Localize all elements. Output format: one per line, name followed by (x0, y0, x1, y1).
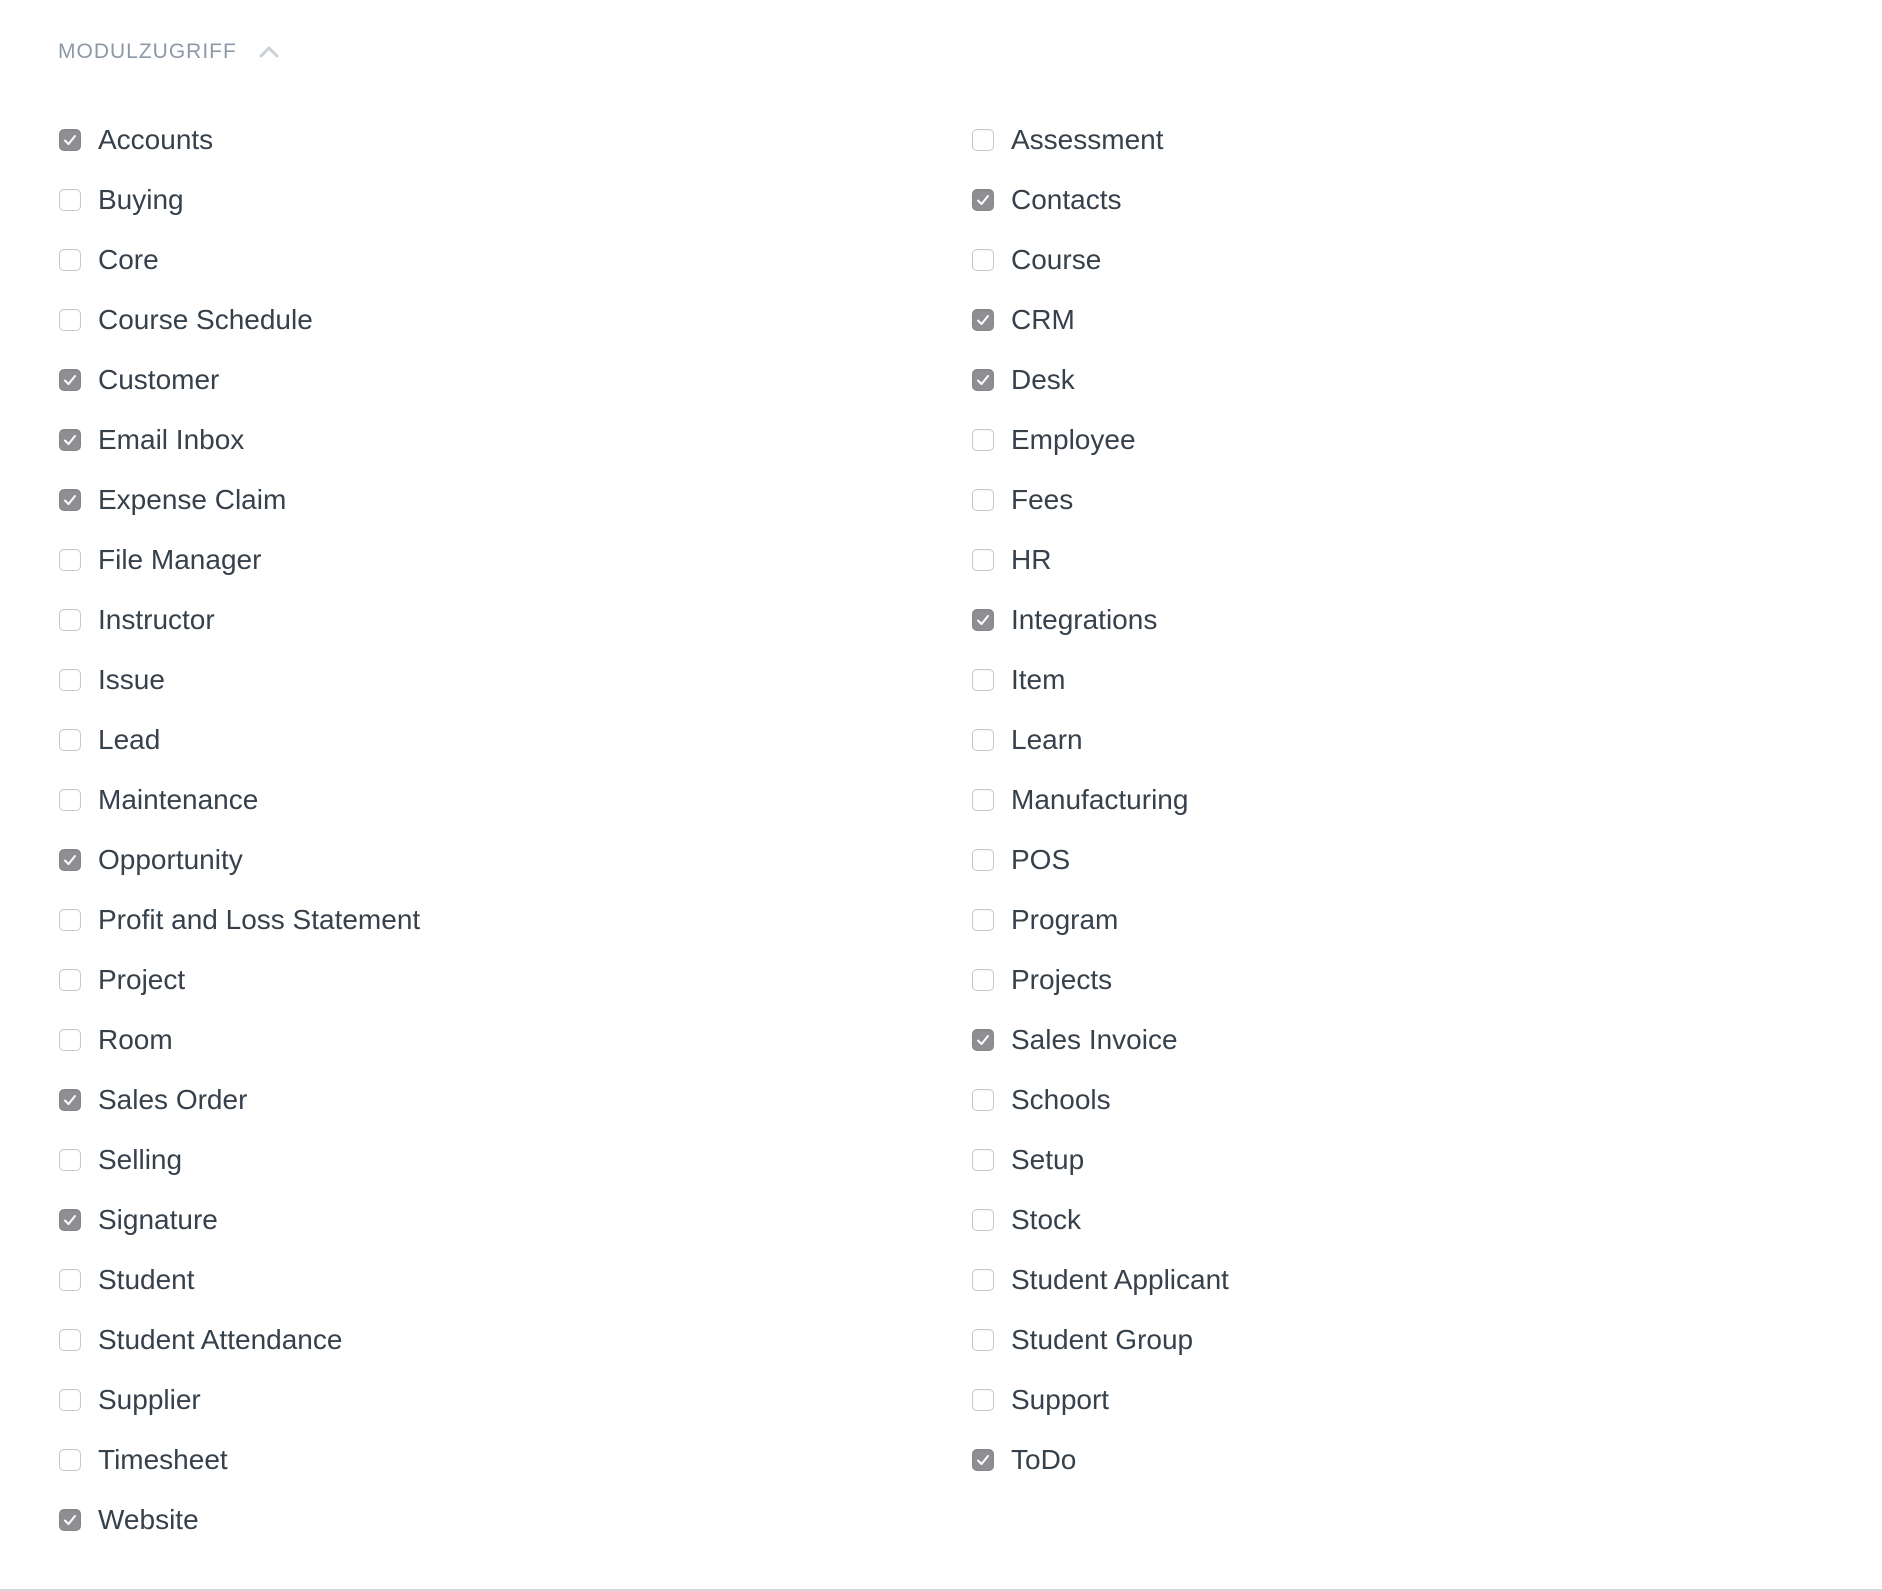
module-item-issue[interactable] (59, 650, 420, 710)
module-label: Sales Invoice (1011, 1024, 1178, 1055)
module-label: Item (1011, 664, 1066, 695)
module-label: Integrations (1011, 604, 1158, 635)
module-item-opportunity[interactable] (59, 830, 420, 890)
checkbox-student-attendance[interactable] (59, 1329, 81, 1351)
module-label: Support (1011, 1384, 1110, 1415)
module-label: Timesheet (98, 1444, 228, 1475)
checkbox-selling[interactable] (59, 1149, 81, 1171)
module-label: Email Inbox (98, 424, 245, 455)
checkbox-supplier[interactable] (59, 1389, 81, 1411)
checkbox-sales-order[interactable] (59, 1089, 81, 1111)
checkbox-project[interactable] (59, 969, 81, 991)
module-label: Expense Claim (98, 484, 287, 515)
module-item-sales-invoice[interactable] (972, 1010, 1229, 1070)
module-label: Student Applicant (1011, 1264, 1229, 1295)
module-item-project[interactable] (59, 950, 420, 1010)
checkmark-icon (63, 434, 77, 446)
module-item-contacts[interactable] (972, 170, 1229, 230)
checkbox-setup[interactable] (972, 1149, 994, 1171)
module-label: Stock (1011, 1204, 1082, 1235)
module-label: Sales Order (98, 1084, 248, 1115)
module-label: Manufacturing (1011, 784, 1189, 815)
module-label: Maintenance (98, 784, 259, 815)
module-item-student-applicant[interactable] (972, 1250, 1229, 1310)
module-label: Project (98, 964, 186, 995)
module-item-expense-claim[interactable] (59, 470, 420, 530)
module-label: POS (1011, 844, 1071, 875)
module-item-program[interactable] (972, 890, 1229, 950)
module-label: Desk (1011, 364, 1075, 395)
module-label: Signature (98, 1204, 218, 1235)
checkbox-student-applicant[interactable] (972, 1269, 994, 1291)
module-item-customer[interactable] (59, 350, 420, 410)
module-item-stock[interactable] (972, 1190, 1229, 1250)
checkmark-icon (976, 194, 990, 206)
module-item-instructor[interactable] (59, 590, 420, 650)
checkbox-program[interactable] (972, 909, 994, 931)
checkmark-icon (976, 614, 990, 626)
checkbox-room[interactable] (59, 1029, 81, 1051)
checkbox-desk[interactable] (972, 369, 994, 391)
module-item-profit-and-loss-statement[interactable] (59, 890, 420, 950)
module-label: File Manager (98, 544, 262, 575)
checkmark-icon (63, 134, 77, 146)
checkbox-contacts[interactable] (972, 189, 994, 211)
module-label: Student Group (1011, 1324, 1194, 1355)
checkbox-opportunity[interactable] (59, 849, 81, 871)
checkbox-maintenance[interactable] (59, 789, 81, 811)
module-label: Instructor (98, 604, 215, 635)
module-item-student-attendance[interactable] (59, 1310, 420, 1370)
checkbox-schools[interactable] (972, 1089, 994, 1111)
checkmark-icon (63, 854, 77, 866)
module-label: Course Schedule (98, 304, 313, 335)
module-item-supplier[interactable] (59, 1370, 420, 1430)
module-label: CRM (1011, 304, 1075, 335)
module-label: Schools (1011, 1084, 1111, 1115)
module-item-signature[interactable] (59, 1190, 420, 1250)
checkbox-assessment[interactable] (972, 129, 994, 151)
checkbox-crm[interactable] (972, 309, 994, 331)
module-label: HR (1011, 544, 1052, 575)
checkbox-student[interactable] (59, 1269, 81, 1291)
module-item-schools[interactable] (972, 1070, 1229, 1130)
section-header-toggle[interactable] (58, 38, 279, 66)
checkbox-fees[interactable] (972, 489, 994, 511)
checkbox-accounts[interactable] (59, 129, 81, 151)
checkbox-integrations[interactable] (972, 609, 994, 631)
module-item-core[interactable] (59, 230, 420, 290)
checkbox-email-inbox[interactable] (59, 429, 81, 451)
module-item-hr[interactable] (972, 530, 1229, 590)
checkmark-icon (63, 494, 77, 506)
module-label: Employee (1011, 424, 1136, 455)
checkbox-lead[interactable] (59, 729, 81, 751)
checkbox-profit-and-loss-statement[interactable] (59, 909, 81, 931)
checkbox-pos[interactable] (972, 849, 994, 871)
module-item-selling[interactable] (59, 1130, 420, 1190)
module-label: Contacts (1011, 184, 1122, 215)
module-label: Room (98, 1024, 173, 1055)
module-label: Lead (98, 724, 161, 755)
module-item-integrations[interactable] (972, 590, 1229, 650)
module-item-email-inbox[interactable] (59, 410, 420, 470)
module-label: Buying (98, 184, 184, 215)
checkbox-instructor[interactable] (59, 609, 81, 631)
module-label: Student Attendance (98, 1324, 343, 1355)
module-item-pos[interactable] (972, 830, 1229, 890)
module-item-student[interactable] (59, 1250, 420, 1310)
module-item-item[interactable] (972, 650, 1229, 710)
checkbox-projects[interactable] (972, 969, 994, 991)
checkmark-icon (63, 1514, 77, 1526)
checkmark-icon (976, 314, 990, 326)
module-label: Core (98, 244, 159, 275)
module-label: Website (98, 1504, 199, 1535)
module-item-timesheet[interactable] (59, 1430, 420, 1490)
checkbox-stock[interactable] (972, 1209, 994, 1231)
module-label: Assessment (1011, 124, 1164, 155)
module-label: Accounts (98, 124, 214, 155)
checkbox-manufacturing[interactable] (972, 789, 994, 811)
module-label: Selling (98, 1144, 183, 1175)
module-item-file-manager[interactable] (59, 530, 420, 590)
checkmark-icon (63, 1094, 77, 1106)
checkbox-expense-claim[interactable] (59, 489, 81, 511)
checkbox-customer[interactable] (59, 369, 81, 391)
module-label: Supplier (98, 1384, 201, 1415)
module-label: Fees (1011, 484, 1074, 515)
checkbox-student-group[interactable] (972, 1329, 994, 1351)
module-item-course[interactable] (972, 230, 1229, 290)
checkmark-icon (63, 1214, 77, 1226)
checkmark-icon (976, 1034, 990, 1046)
module-label: Opportunity (98, 844, 243, 875)
module-label: ToDo (1011, 1444, 1077, 1475)
checkmark-icon (63, 374, 77, 386)
checkbox-item[interactable] (972, 669, 994, 691)
module-column-right (972, 110, 1229, 1490)
module-label: Program (1011, 904, 1119, 935)
module-item-manufacturing[interactable] (972, 770, 1229, 830)
module-item-setup[interactable] (972, 1130, 1229, 1190)
module-item-sales-order[interactable] (59, 1070, 420, 1130)
module-label: Issue (98, 664, 165, 695)
module-item-accounts[interactable] (59, 110, 420, 170)
module-item-desk[interactable] (972, 350, 1229, 410)
module-label: Course (1011, 244, 1102, 275)
module-label: Setup (1011, 1144, 1085, 1175)
module-item-student-group[interactable] (972, 1310, 1229, 1370)
module-label: Student (98, 1264, 195, 1295)
section-title: MODULZUGRIFF (58, 40, 237, 63)
checkmark-icon (976, 374, 990, 386)
checkbox-timesheet[interactable] (59, 1449, 81, 1471)
chevron-up-icon[interactable] (259, 45, 279, 59)
module-item-website[interactable] (59, 1490, 420, 1550)
checkbox-issue[interactable] (59, 669, 81, 691)
module-item-support[interactable] (972, 1370, 1229, 1430)
checkbox-buying[interactable] (59, 189, 81, 211)
checkbox-employee[interactable] (972, 429, 994, 451)
module-item-buying[interactable] (59, 170, 420, 230)
module-label: Projects (1011, 964, 1113, 995)
module-item-lead[interactable] (59, 710, 420, 770)
module-item-projects[interactable] (972, 950, 1229, 1010)
module-item-employee[interactable] (972, 410, 1229, 470)
checkmark-icon (976, 1454, 990, 1466)
checkbox-hr[interactable] (972, 549, 994, 571)
module-column-left (59, 110, 420, 1550)
checkbox-core[interactable] (59, 249, 81, 271)
module-label: Profit and Loss Statement (98, 904, 421, 935)
checkbox-support[interactable] (972, 1389, 994, 1411)
module-item-maintenance[interactable] (59, 770, 420, 830)
module-item-assessment[interactable] (972, 110, 1229, 170)
module-item-course-schedule[interactable] (59, 290, 420, 350)
checkbox-course-schedule[interactable] (59, 309, 81, 331)
module-label: Customer (98, 364, 220, 395)
module-item-room[interactable] (59, 1010, 420, 1070)
module-item-fees[interactable] (972, 470, 1229, 530)
module-item-learn[interactable] (972, 710, 1229, 770)
checkbox-file-manager[interactable] (59, 549, 81, 571)
module-item-todo[interactable] (972, 1430, 1229, 1490)
checkbox-website[interactable] (59, 1509, 81, 1531)
checkbox-signature[interactable] (59, 1209, 81, 1231)
checkbox-todo[interactable] (972, 1449, 994, 1471)
module-item-crm[interactable] (972, 290, 1229, 350)
module-label: Learn (1011, 724, 1083, 755)
checkbox-course[interactable] (972, 249, 994, 271)
checkbox-learn[interactable] (972, 729, 994, 751)
checkbox-sales-invoice[interactable] (972, 1029, 994, 1051)
